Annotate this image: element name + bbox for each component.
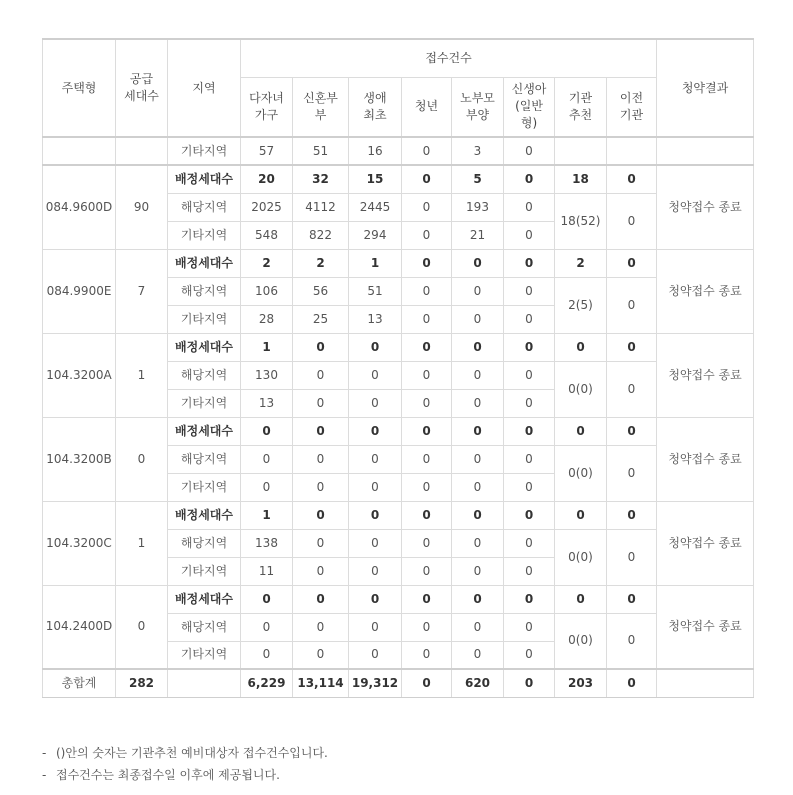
value-cell: 294 bbox=[349, 221, 402, 249]
value-cell: 0 bbox=[349, 641, 402, 669]
value-cell: 5 bbox=[452, 165, 504, 193]
total-value: 6,229 bbox=[241, 669, 293, 697]
value-cell: 0 bbox=[504, 137, 555, 165]
value-cell: 0 bbox=[452, 557, 504, 585]
value-cell: 0 bbox=[452, 305, 504, 333]
table-row bbox=[43, 249, 754, 277]
value-cell: 130 bbox=[241, 361, 293, 389]
institution-cell: 0 bbox=[555, 417, 607, 445]
application-results-table bbox=[42, 38, 754, 698]
value-cell: 0 bbox=[504, 473, 555, 501]
value-cell: 0 bbox=[349, 501, 402, 529]
value-cell: 0 bbox=[349, 557, 402, 585]
value-cell: 0 bbox=[293, 361, 349, 389]
transfer-apps-cell: 0 bbox=[607, 361, 657, 417]
value-cell: 25 bbox=[293, 305, 349, 333]
region-cell: 해당지역 bbox=[168, 613, 241, 641]
value-cell: 0 bbox=[349, 361, 402, 389]
value-cell: 0 bbox=[504, 361, 555, 389]
value-cell: 3 bbox=[452, 137, 504, 165]
institution-apps-cell: 18(52) bbox=[555, 193, 607, 249]
result-cell: 청약접수 종료 bbox=[657, 165, 754, 249]
transfer-cell: 0 bbox=[607, 501, 657, 529]
supply-units-cell: 7 bbox=[116, 249, 168, 333]
value-cell: 548 bbox=[241, 221, 293, 249]
value-cell: 0 bbox=[452, 529, 504, 557]
value-cell: 0 bbox=[452, 473, 504, 501]
value-cell: 0 bbox=[349, 585, 402, 613]
house-type-cell: 104.2400D bbox=[43, 585, 116, 669]
value-cell: 21 bbox=[452, 221, 504, 249]
value-cell: 20 bbox=[241, 165, 293, 193]
value-cell: 0 bbox=[452, 361, 504, 389]
region-cell: 기타지역 bbox=[168, 557, 241, 585]
value-cell: 0 bbox=[402, 305, 452, 333]
total-supply: 282 bbox=[116, 669, 168, 697]
value-cell: 1 bbox=[349, 249, 402, 277]
total-label: 총합계 bbox=[43, 669, 116, 697]
value-cell: 0 bbox=[293, 585, 349, 613]
value-cell: 0 bbox=[452, 389, 504, 417]
value-cell: 0 bbox=[504, 389, 555, 417]
institution-cell: 0 bbox=[555, 333, 607, 361]
value-cell: 0 bbox=[402, 249, 452, 277]
supply-units-cell: 1 bbox=[116, 333, 168, 417]
result-cell: 청약접수 종료 bbox=[657, 585, 754, 669]
institution-cell: 0 bbox=[555, 501, 607, 529]
result-cell: 청약접수 종료 bbox=[657, 249, 754, 333]
value-cell: 0 bbox=[402, 165, 452, 193]
value-cell: 138 bbox=[241, 529, 293, 557]
table-row bbox=[43, 417, 754, 445]
header-supply-units: 공급 세대수 bbox=[116, 39, 168, 137]
value-cell: 193 bbox=[452, 193, 504, 221]
value-cell: 0 bbox=[504, 501, 555, 529]
region-cell: 기타지역 bbox=[168, 305, 241, 333]
region-cell: 배정세대수 bbox=[168, 585, 241, 613]
value-cell: 0 bbox=[349, 417, 402, 445]
value-cell: 0 bbox=[504, 277, 555, 305]
header-col-elderly-parents: 노부모 부양 bbox=[452, 77, 504, 137]
transfer-cell: 0 bbox=[607, 165, 657, 193]
supply-units-cell: 1 bbox=[116, 501, 168, 585]
value-cell: 0 bbox=[241, 473, 293, 501]
footnote-item bbox=[42, 742, 328, 764]
transfer-apps-cell: 0 bbox=[607, 277, 657, 333]
header-result: 청약결과 bbox=[657, 39, 754, 137]
value-cell: 0 bbox=[504, 445, 555, 473]
value-cell: 1 bbox=[241, 333, 293, 361]
value-cell: 0 bbox=[402, 361, 452, 389]
value-cell: 0 bbox=[349, 333, 402, 361]
value-cell: 32 bbox=[293, 165, 349, 193]
value-cell: 0 bbox=[504, 641, 555, 669]
value-cell: 0 bbox=[349, 389, 402, 417]
value-cell: 0 bbox=[293, 417, 349, 445]
value-cell: 0 bbox=[293, 557, 349, 585]
region-cell: 배정세대수 bbox=[168, 417, 241, 445]
region-cell: 배정세대수 bbox=[168, 333, 241, 361]
table-row bbox=[43, 585, 754, 613]
supply-units-cell: 0 bbox=[116, 417, 168, 501]
total-value: 0 bbox=[402, 669, 452, 697]
header-region: 지역 bbox=[168, 39, 241, 137]
total-value: 203 bbox=[555, 669, 607, 697]
region-cell: 배정세대수 bbox=[168, 501, 241, 529]
value-cell: 822 bbox=[293, 221, 349, 249]
total-value: 13,114 bbox=[293, 669, 349, 697]
region-cell: 배정세대수 bbox=[168, 165, 241, 193]
value-cell: 0 bbox=[504, 333, 555, 361]
region-cell: 해당지역 bbox=[168, 361, 241, 389]
house-type-cell: 084.9900E bbox=[43, 249, 116, 333]
footnotes bbox=[42, 742, 328, 786]
value-cell: 0 bbox=[504, 249, 555, 277]
value-cell: 0 bbox=[402, 417, 452, 445]
header-col-transfer: 이전 기관 bbox=[607, 77, 657, 137]
region-cell: 기타지역 bbox=[168, 137, 241, 165]
value-cell: 0 bbox=[402, 193, 452, 221]
value-cell: 0 bbox=[452, 417, 504, 445]
value-cell: 0 bbox=[402, 277, 452, 305]
table-row bbox=[43, 501, 754, 529]
value-cell: 0 bbox=[293, 501, 349, 529]
value-cell: 0 bbox=[504, 557, 555, 585]
value-cell: 106 bbox=[241, 277, 293, 305]
region-cell: 배정세대수 bbox=[168, 249, 241, 277]
value-cell: 0 bbox=[293, 529, 349, 557]
table-header bbox=[43, 39, 754, 137]
region-cell: 해당지역 bbox=[168, 277, 241, 305]
transfer-cell: 0 bbox=[607, 585, 657, 613]
value-cell: 28 bbox=[241, 305, 293, 333]
table-row bbox=[43, 333, 754, 361]
value-cell: 0 bbox=[504, 613, 555, 641]
total-row bbox=[43, 669, 754, 697]
total-value: 620 bbox=[452, 669, 504, 697]
header-col-institution: 기관 추천 bbox=[555, 77, 607, 137]
house-type-cell: 104.3200C bbox=[43, 501, 116, 585]
footnote-text: ()안의 숫자는 기관추천 예비대상자 접수건수입니다. bbox=[56, 746, 328, 760]
transfer-apps-cell: 0 bbox=[607, 529, 657, 585]
value-cell: 0 bbox=[402, 557, 452, 585]
header-col-newborn: 신생아 (일반 형) bbox=[504, 77, 555, 137]
supply-units-cell: 90 bbox=[116, 165, 168, 249]
value-cell: 0 bbox=[452, 445, 504, 473]
value-cell: 57 bbox=[241, 137, 293, 165]
institution-cell: 0 bbox=[555, 585, 607, 613]
institution-apps-cell: 0(0) bbox=[555, 445, 607, 501]
value-cell: 0 bbox=[452, 613, 504, 641]
value-cell: 11 bbox=[241, 557, 293, 585]
footnote-bullet: - bbox=[42, 768, 47, 782]
value-cell: 0 bbox=[241, 445, 293, 473]
value-cell: 0 bbox=[241, 641, 293, 669]
value-cell: 2 bbox=[241, 249, 293, 277]
region-cell: 해당지역 bbox=[168, 193, 241, 221]
header-col-newlywed: 신혼부 부 bbox=[293, 77, 349, 137]
value-cell: 0 bbox=[293, 473, 349, 501]
region-cell: 기타지역 bbox=[168, 389, 241, 417]
value-cell: 0 bbox=[452, 249, 504, 277]
value-cell: 0 bbox=[452, 585, 504, 613]
value-cell: 0 bbox=[402, 529, 452, 557]
header-col-multichild: 다자녀 가구 bbox=[241, 77, 293, 137]
total-value: 0 bbox=[504, 669, 555, 697]
value-cell: 0 bbox=[504, 221, 555, 249]
value-cell: 15 bbox=[349, 165, 402, 193]
header-col-first-time: 생애 최초 bbox=[349, 77, 402, 137]
result-cell: 청약접수 종료 bbox=[657, 417, 754, 501]
value-cell: 0 bbox=[402, 221, 452, 249]
value-cell: 0 bbox=[349, 445, 402, 473]
value-cell: 16 bbox=[349, 137, 402, 165]
value-cell: 0 bbox=[402, 137, 452, 165]
value-cell: 0 bbox=[402, 501, 452, 529]
footnote-text: 접수건수는 최종접수일 이후에 제공됩니다. bbox=[56, 768, 280, 782]
total-value: 19,312 bbox=[349, 669, 402, 697]
transfer-apps-cell: 0 bbox=[607, 613, 657, 669]
institution-apps-cell: 0(0) bbox=[555, 529, 607, 585]
value-cell: 1 bbox=[241, 501, 293, 529]
value-cell: 0 bbox=[504, 305, 555, 333]
value-cell: 13 bbox=[349, 305, 402, 333]
transfer-apps-cell: 0 bbox=[607, 445, 657, 501]
value-cell: 0 bbox=[349, 473, 402, 501]
result-cell: 청약접수 종료 bbox=[657, 333, 754, 417]
transfer-cell: 0 bbox=[607, 249, 657, 277]
value-cell: 0 bbox=[402, 389, 452, 417]
transfer-cell: 0 bbox=[607, 417, 657, 445]
region-cell: 기타지역 bbox=[168, 221, 241, 249]
value-cell: 2445 bbox=[349, 193, 402, 221]
table-row bbox=[43, 165, 754, 193]
value-cell: 0 bbox=[452, 641, 504, 669]
transfer-cell: 0 bbox=[607, 333, 657, 361]
value-cell: 0 bbox=[452, 277, 504, 305]
header-applications: 접수건수 bbox=[241, 39, 657, 77]
value-cell: 0 bbox=[402, 641, 452, 669]
region-cell: 기타지역 bbox=[168, 473, 241, 501]
institution-cell: 18 bbox=[555, 165, 607, 193]
value-cell: 13 bbox=[241, 389, 293, 417]
value-cell: 0 bbox=[504, 585, 555, 613]
institution-apps-cell: 0(0) bbox=[555, 613, 607, 669]
value-cell: 0 bbox=[349, 613, 402, 641]
header-col-youth: 청년 bbox=[402, 77, 452, 137]
value-cell: 0 bbox=[504, 417, 555, 445]
value-cell: 0 bbox=[293, 389, 349, 417]
value-cell: 51 bbox=[293, 137, 349, 165]
institution-apps-cell: 2(5) bbox=[555, 277, 607, 333]
value-cell: 0 bbox=[402, 613, 452, 641]
value-cell: 0 bbox=[504, 165, 555, 193]
footnote-bullet: - bbox=[42, 746, 47, 760]
value-cell: 0 bbox=[293, 641, 349, 669]
region-cell: 기타지역 bbox=[168, 641, 241, 669]
value-cell: 0 bbox=[293, 445, 349, 473]
value-cell: 0 bbox=[402, 445, 452, 473]
region-cell: 해당지역 bbox=[168, 445, 241, 473]
value-cell: 0 bbox=[349, 529, 402, 557]
value-cell: 0 bbox=[402, 473, 452, 501]
transfer-apps-cell: 0 bbox=[607, 193, 657, 249]
value-cell: 0 bbox=[504, 529, 555, 557]
value-cell: 0 bbox=[241, 585, 293, 613]
value-cell: 0 bbox=[402, 333, 452, 361]
value-cell: 0 bbox=[241, 417, 293, 445]
total-value: 0 bbox=[607, 669, 657, 697]
value-cell: 0 bbox=[293, 613, 349, 641]
value-cell: 0 bbox=[241, 613, 293, 641]
value-cell: 0 bbox=[452, 333, 504, 361]
header-house-type: 주택형 bbox=[43, 39, 116, 137]
house-type-cell: 104.3200A bbox=[43, 333, 116, 417]
value-cell: 2 bbox=[293, 249, 349, 277]
house-type-cell: 104.3200B bbox=[43, 417, 116, 501]
footnote-item bbox=[42, 764, 328, 786]
value-cell: 0 bbox=[402, 585, 452, 613]
supply-units-cell: 0 bbox=[116, 585, 168, 669]
institution-apps-cell: 0(0) bbox=[555, 361, 607, 417]
value-cell: 4112 bbox=[293, 193, 349, 221]
institution-cell: 2 bbox=[555, 249, 607, 277]
value-cell: 56 bbox=[293, 277, 349, 305]
region-cell: 해당지역 bbox=[168, 529, 241, 557]
value-cell: 0 bbox=[293, 333, 349, 361]
value-cell: 0 bbox=[452, 501, 504, 529]
value-cell: 51 bbox=[349, 277, 402, 305]
result-cell: 청약접수 종료 bbox=[657, 501, 754, 585]
value-cell: 0 bbox=[504, 193, 555, 221]
value-cell: 2025 bbox=[241, 193, 293, 221]
groups-body bbox=[43, 165, 754, 669]
house-type-cell: 084.9600D bbox=[43, 165, 116, 249]
table-row bbox=[43, 137, 754, 165]
